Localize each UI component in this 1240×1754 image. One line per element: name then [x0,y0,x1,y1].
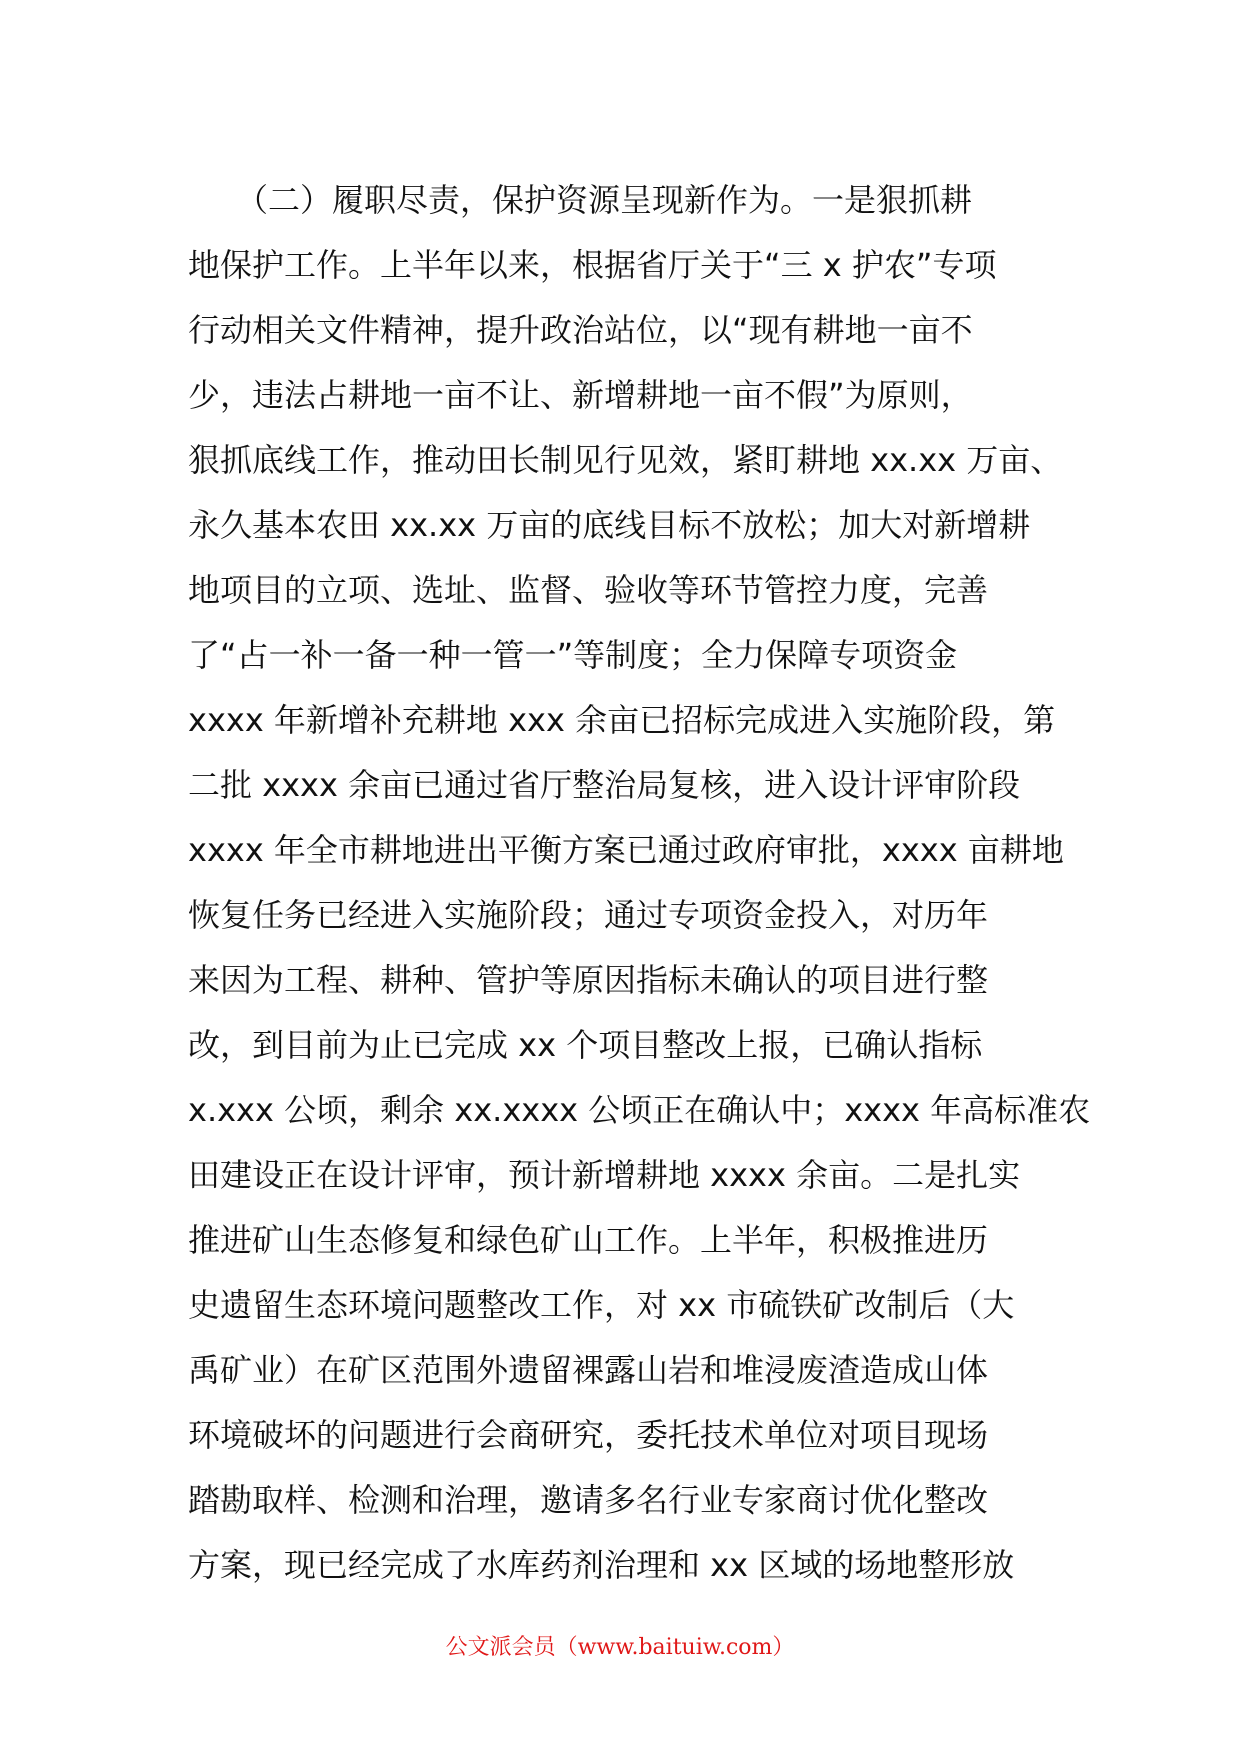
text-line: 来因为工程、耕种、管护等原因指标未确认的项目进行整 [188,961,989,999]
text-line: 恢复任务已经进入实施阶段；通过专项资金投入，对历年 [188,896,989,934]
text-line: 地保护工作。上半年以来，根据省厅关于“三 x 护农”专项 [188,246,997,284]
text-line: 行动相关文件精神，提升政治站位，以“现有耕地一亩不 [188,311,973,349]
text-line: 狠抓底线工作，推动田长制见行见效，紧盯耕地 xx.xx 万亩、 [188,441,1063,479]
text-line: 环境破坏的问题进行会商研究，委托技术单位对项目现场 [188,1416,989,1454]
text-line: 史遗留生态环境问题整改工作，对 xx 市硫铁矿改制后（大 [188,1286,1015,1324]
text-line: （二）履职尽责，保护资源呈现新作为。一是狠抓耕 [236,181,973,219]
text-line: xxxx 年全市耕地进出平衡方案已通过政府审批，xxxx 亩耕地 [188,831,1064,869]
text-line: xxxx 年新增补充耕地 xxx 余亩已招标完成进入实施阶段，第 [188,701,1056,739]
body-paragraph [188,168,1091,1598]
text-line: x.xxx 公顷，剩余 xx.xxxx 公顷正在确认中；xxxx 年高标准农 [188,1091,1091,1129]
text-line: 地项目的立项、选址、监督、验收等环节管控力度，完善 [188,571,989,609]
text-line: 推进矿山生态修复和绿色矿山工作。上半年，积极推进历 [188,1221,989,1259]
text-line: 改，到目前为止已完成 xx 个项目整改上报，已确认指标 [188,1026,983,1064]
text-line: 田建设正在设计评审，预计新增耕地 xxxx 余亩。二是扎实 [188,1156,1021,1194]
text-line: 禹矿业）在矿区范围外遗留裸露山岩和堆浸废渣造成山体 [188,1351,989,1389]
footer-watermark: 公文派会员（www.baituiw.com） [445,1635,795,1660]
text-line: 二批 xxxx 余亩已通过省厅整治局复核，进入设计评审阶段 [188,766,1021,804]
text-line: 了“占一补一备一种一管一”等制度；全力保障专项资金 [188,636,958,674]
text-line: 方案，现已经完成了水库药剂治理和 xx 区域的场地整形放 [188,1546,1015,1584]
text-line: 永久基本农田 xx.xx 万亩的底线目标不放松；加大对新增耕 [188,506,1031,544]
text-line: 少，违法占耕地一亩不让、新增耕地一亩不假”为原则， [188,376,973,414]
text-line: 踏勘取样、检测和治理，邀请多名行业专家商讨优化整改 [188,1481,989,1519]
